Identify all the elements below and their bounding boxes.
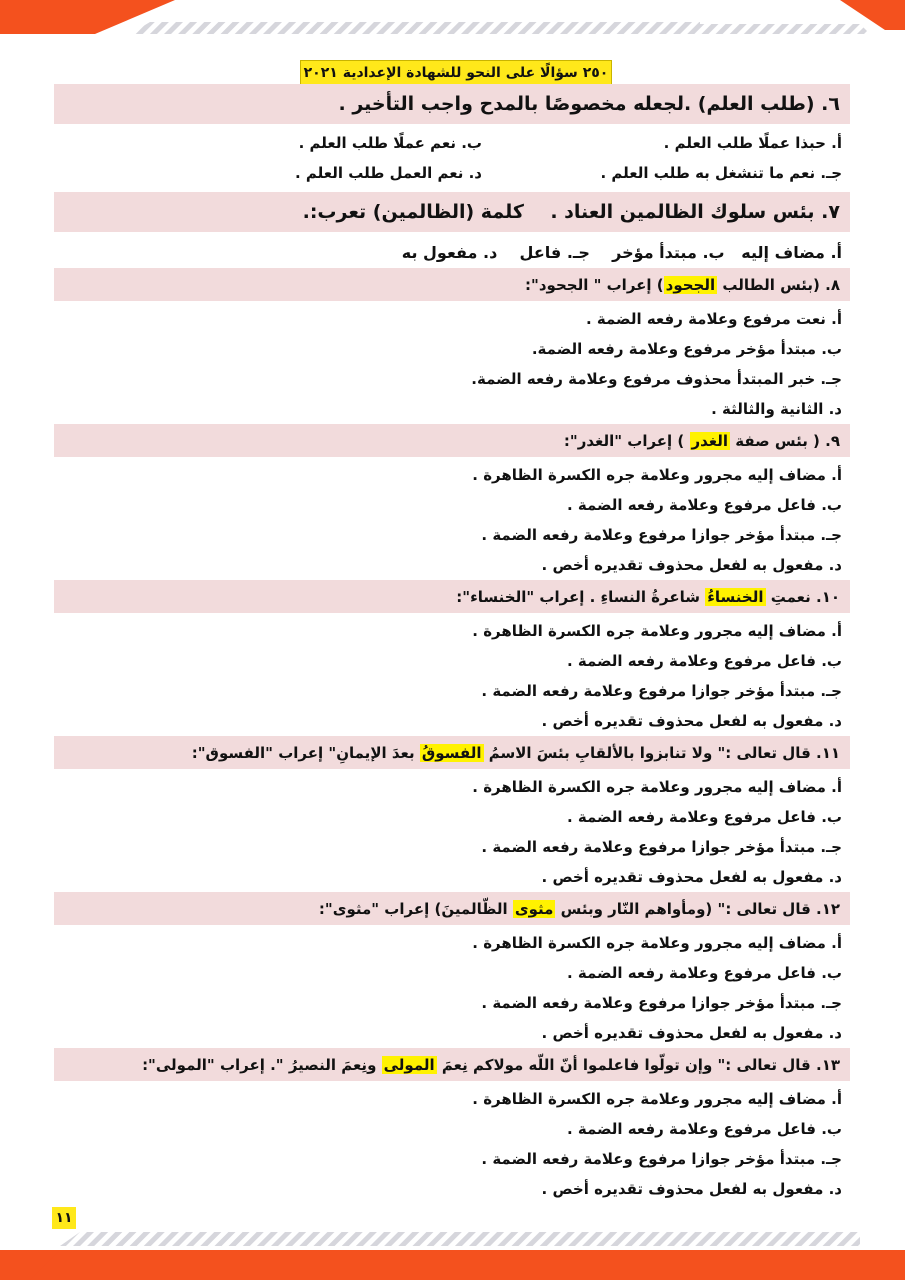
q11-option-a: أ. مضاف إليه مجرور وعلامة جره الكسرة الظاهرة . — [472, 778, 842, 796]
q13-highlight-word: المولى — [383, 1055, 435, 1074]
top-decoration — [0, 0, 905, 34]
q9-option-d: د. مفعول به لفعل محذوف تقديره أخص . — [541, 556, 842, 574]
q11-option-b: ب. فاعل مرفوع وعلامة رفعه الضمة . — [566, 808, 842, 826]
question-10 — [54, 580, 850, 613]
q12-highlight-word: مثوى — [514, 899, 554, 918]
q12-option-a: أ. مضاف إليه مجرور وعلامة جره الكسرة الظاهرة . — [472, 934, 842, 952]
bottom-decoration — [0, 1220, 905, 1280]
q13-option-d: د. مفعول به لفعل محذوف تقديره أخص . — [541, 1180, 842, 1198]
question-13 — [54, 1048, 850, 1081]
q8-option-d: د. الثانية والثالثة . — [711, 400, 842, 418]
question-7: ٧. بئس سلوك الظالمين العناد . كلمة (الظالمين) تعرب:. — [54, 192, 850, 232]
q8-option-c: جـ. خبر المبتدأ محذوف مرفوع وعلامة رفعه الضمة. — [471, 370, 842, 388]
q6-option-b: ب. نعم عملًا طلب العلم . — [298, 134, 482, 152]
q8-suffix: ) إعراب " الجحود": — [525, 275, 664, 294]
top-stripe-graphic — [0, 0, 905, 34]
q10-suffix: شاعرةُ النساءِ . إعراب "الخنساء": — [456, 587, 706, 606]
q6-option-d: د. نعم العمل طلب العلم . — [294, 164, 482, 182]
q10-highlight-word: الخنساءُ — [707, 587, 764, 606]
q8-highlight-word: الجحود — [665, 275, 716, 294]
q13-suffix: ونِعمَ النصيرُ ". إعراب "المولى": — [142, 1055, 382, 1074]
header-badge: ٢٥٠ سؤالًا على النحو للشهادة الإعدادية ٢٠٢١ — [300, 60, 612, 86]
page-number: ١١ — [52, 1207, 76, 1229]
q11-suffix: بعدَ الإيمانِ" إعراب "الفسوق": — [191, 743, 420, 762]
q11-prefix: ١١. قال تعالى :" ولا تنابزوا بالألقابِ بئسَ الاسمُ — [483, 743, 840, 762]
q12-suffix: الظّالمينَ) إعراب "مثوى": — [318, 899, 513, 918]
q10-option-b: ب. فاعل مرفوع وعلامة رفعه الضمة . — [566, 652, 842, 670]
q13-option-b: ب. فاعل مرفوع وعلامة رفعه الضمة . — [566, 1120, 842, 1138]
q9-suffix: ) إعراب "الغدر": — [563, 431, 690, 450]
q10-option-a: أ. مضاف إليه مجرور وعلامة جره الكسرة الظاهرة . — [472, 622, 842, 640]
q12-prefix: ١٢. قال تعالى :" (ومأواهم النّار وبئس — [555, 899, 840, 918]
q10-option-c: جـ. مبتدأ مؤخر جوازا مرفوع وعلامة رفعه الضمة . — [481, 682, 842, 700]
q9-highlight-word: الغدر — [691, 431, 729, 450]
q6-option-c: جـ. نعم ما تنشغل به طلب العلم . — [600, 164, 842, 182]
q12-option-b: ب. فاعل مرفوع وعلامة رفعه الضمة . — [566, 964, 842, 982]
question-9 — [54, 424, 850, 457]
q10-prefix: ١٠. نعمتِ — [765, 587, 840, 606]
q12-option-c: جـ. مبتدأ مؤخر جوازا مرفوع وعلامة رفعه الضمة . — [481, 994, 842, 1012]
q13-prefix: ١٣. قال تعالى :" وإن تولّوا فاعلموا أنّ اللّه مولاكم نِعمَ — [436, 1055, 840, 1074]
q8-option-a: أ. نعت مرفوع وعلامة رفعه الضمة . — [585, 310, 842, 328]
q11-highlight-word: الفسوقُ — [421, 743, 482, 762]
q11-option-d: د. مفعول به لفعل محذوف تقديره أخص . — [541, 868, 842, 886]
question-11 — [54, 736, 850, 769]
q8-prefix: ٨. (بئس الطالب — [717, 275, 840, 294]
q10-option-d: د. مفعول به لفعل محذوف تقديره أخص . — [541, 712, 842, 730]
exam-content — [54, 84, 850, 1204]
q13-option-a: أ. مضاف إليه مجرور وعلامة جره الكسرة الظاهرة . — [472, 1090, 842, 1108]
question-12 — [54, 892, 850, 925]
q7-options: أ. مضاف إليه ب. مبتدأ مؤخر جـ. فاعل د. مفعول به — [401, 243, 842, 262]
q6-options-row-1 — [54, 128, 850, 158]
q13-option-c: جـ. مبتدأ مؤخر جوازا مرفوع وعلامة رفعه الضمة . — [481, 1150, 842, 1168]
q9-option-c: جـ. مبتدأ مؤخر جوازا مرفوع وعلامة رفعه الضمة . — [481, 526, 842, 544]
question-8 — [54, 268, 850, 301]
q8-option-b: ب. مبتدأ مؤخر مرفوع وعلامة رفعه الضمة. — [531, 340, 842, 358]
bottom-stripe-graphic — [0, 1220, 905, 1280]
question-6: ٦. (طلب العلم) .لجعله مخصوصًا بالمدح واجب التأخير . — [54, 84, 850, 124]
q9-option-a: أ. مضاف إليه مجرور وعلامة جره الكسرة الظاهرة . — [472, 466, 842, 484]
q9-prefix: ٩. ( بئس صفة — [730, 431, 840, 450]
q11-option-c: جـ. مبتدأ مؤخر جوازا مرفوع وعلامة رفعه الضمة . — [481, 838, 842, 856]
q9-option-b: ب. فاعل مرفوع وعلامة رفعه الضمة . — [566, 496, 842, 514]
q6-options-row-2 — [54, 158, 850, 188]
q12-option-d: د. مفعول به لفعل محذوف تقديره أخص . — [541, 1024, 842, 1042]
q6-option-a: أ. حبذا عملًا طلب العلم . — [663, 134, 842, 152]
